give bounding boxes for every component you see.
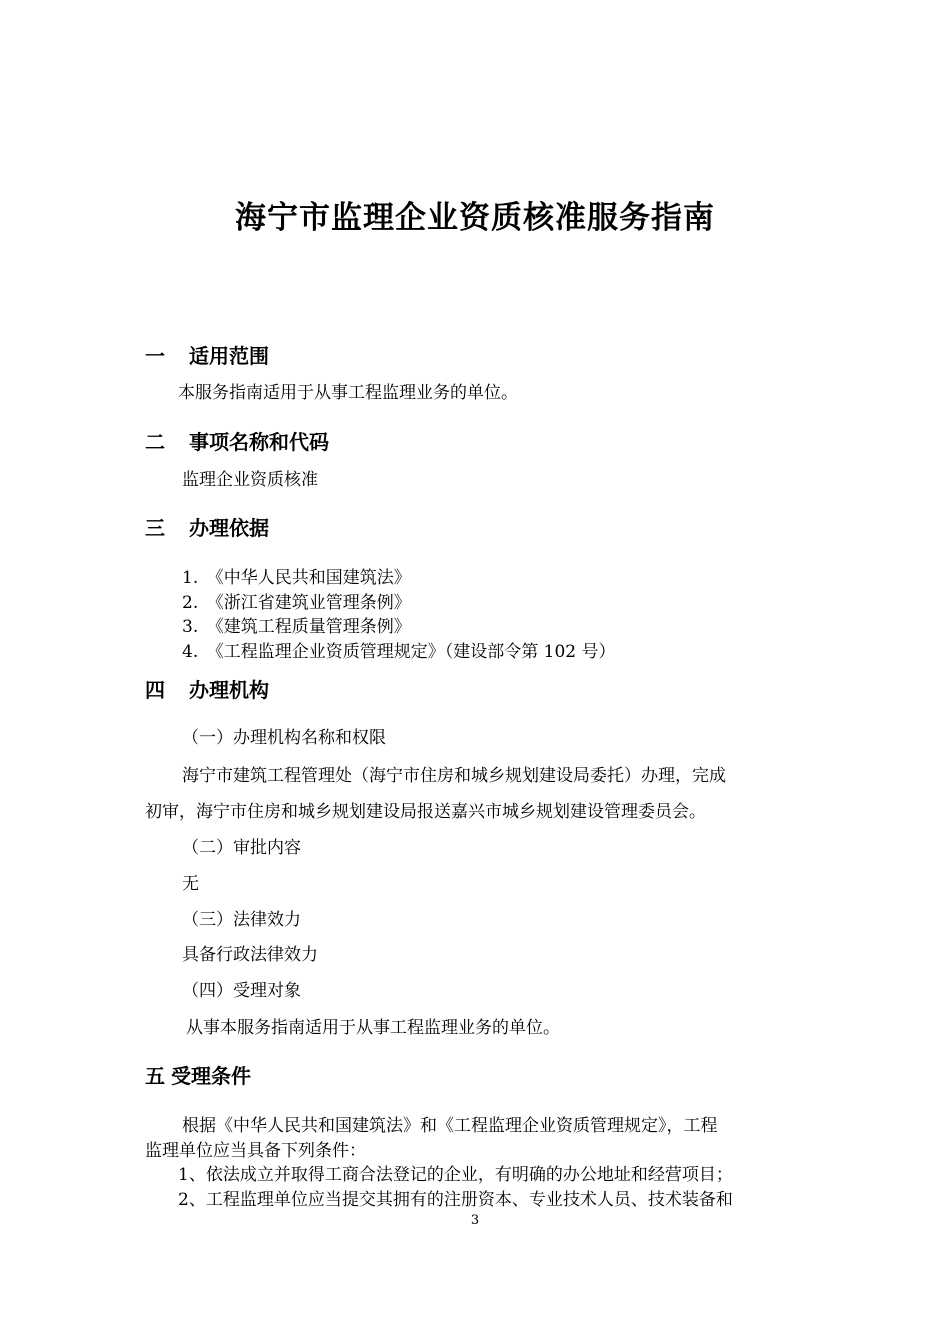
subsection-2-label: （二）审批内容 <box>182 838 301 858</box>
condition-1: 1、依法成立并取得工商合法登记的企业，有明确的办公地址和经营项目； <box>178 1165 733 1185</box>
section-5-title: 受理条件 <box>171 1064 251 1088</box>
section-2-body: 监理企业资质核准 <box>182 470 318 490</box>
subsection-1-line-1: 海宁市建筑工程管理处（海宁市住房和城乡规划建设局委托）办理，完成 <box>182 766 726 786</box>
subsection-4-body: 从事本服务指南适用于从事工程监理业务的单位。 <box>186 1018 560 1038</box>
section-4-number: 四 <box>145 678 165 702</box>
list-item: 3. 《建筑工程质量管理条例》 <box>182 617 411 637</box>
subsection-2-body: 无 <box>182 874 199 894</box>
section-3-number: 三 <box>145 516 165 540</box>
subsection-1-line-2: 初审，海宁市住房和城乡规划建设局报送嘉兴市城乡规划建设管理委员会。 <box>145 802 706 822</box>
page-title: 海宁市监理企业资质核准服务指南 <box>235 200 715 236</box>
subsection-4-label: （四）受理对象 <box>182 981 301 1001</box>
section-5-heading <box>145 1060 251 1089</box>
section-4-heading <box>145 674 269 703</box>
condition-2: 2、工程监理单位应当提交其拥有的注册资本、专业技术人员、技术装备和 <box>178 1190 733 1210</box>
subsection-1-label: （一）办理机构名称和权限 <box>182 728 386 748</box>
section-1-title: 适用范围 <box>189 344 269 368</box>
section-3-title: 办理依据 <box>189 516 269 540</box>
list-item: 4. 《工程监理企业资质管理规定》（建设部令第 102 号） <box>182 642 616 662</box>
section-2-title: 事项名称和代码 <box>189 430 329 454</box>
list-item: 1. 《中华人民共和国建筑法》 <box>182 568 411 588</box>
page-number: 3 <box>470 1213 480 1228</box>
subsection-3-label: （三）法律效力 <box>182 910 301 930</box>
section-1-body: 本服务指南适用于从事工程监理业务的单位。 <box>178 383 518 403</box>
section-1-heading <box>145 340 269 369</box>
section-5-intro-line-1: 根据《中华人民共和国建筑法》和《工程监理企业资质管理规定》，工程 <box>182 1116 718 1136</box>
section-2-heading <box>145 426 329 455</box>
section-5-number: 五 <box>145 1064 165 1088</box>
section-5-intro-line-2: 监理单位应当具备下列条件： <box>145 1141 366 1161</box>
subsection-3-body: 具备行政法律效力 <box>182 945 318 965</box>
section-3-heading <box>145 512 269 541</box>
section-1-number: 一 <box>145 344 165 368</box>
list-item: 2. 《浙江省建筑业管理条例》 <box>182 593 411 613</box>
section-4-title: 办理机构 <box>189 678 269 702</box>
section-2-number: 二 <box>145 430 165 454</box>
